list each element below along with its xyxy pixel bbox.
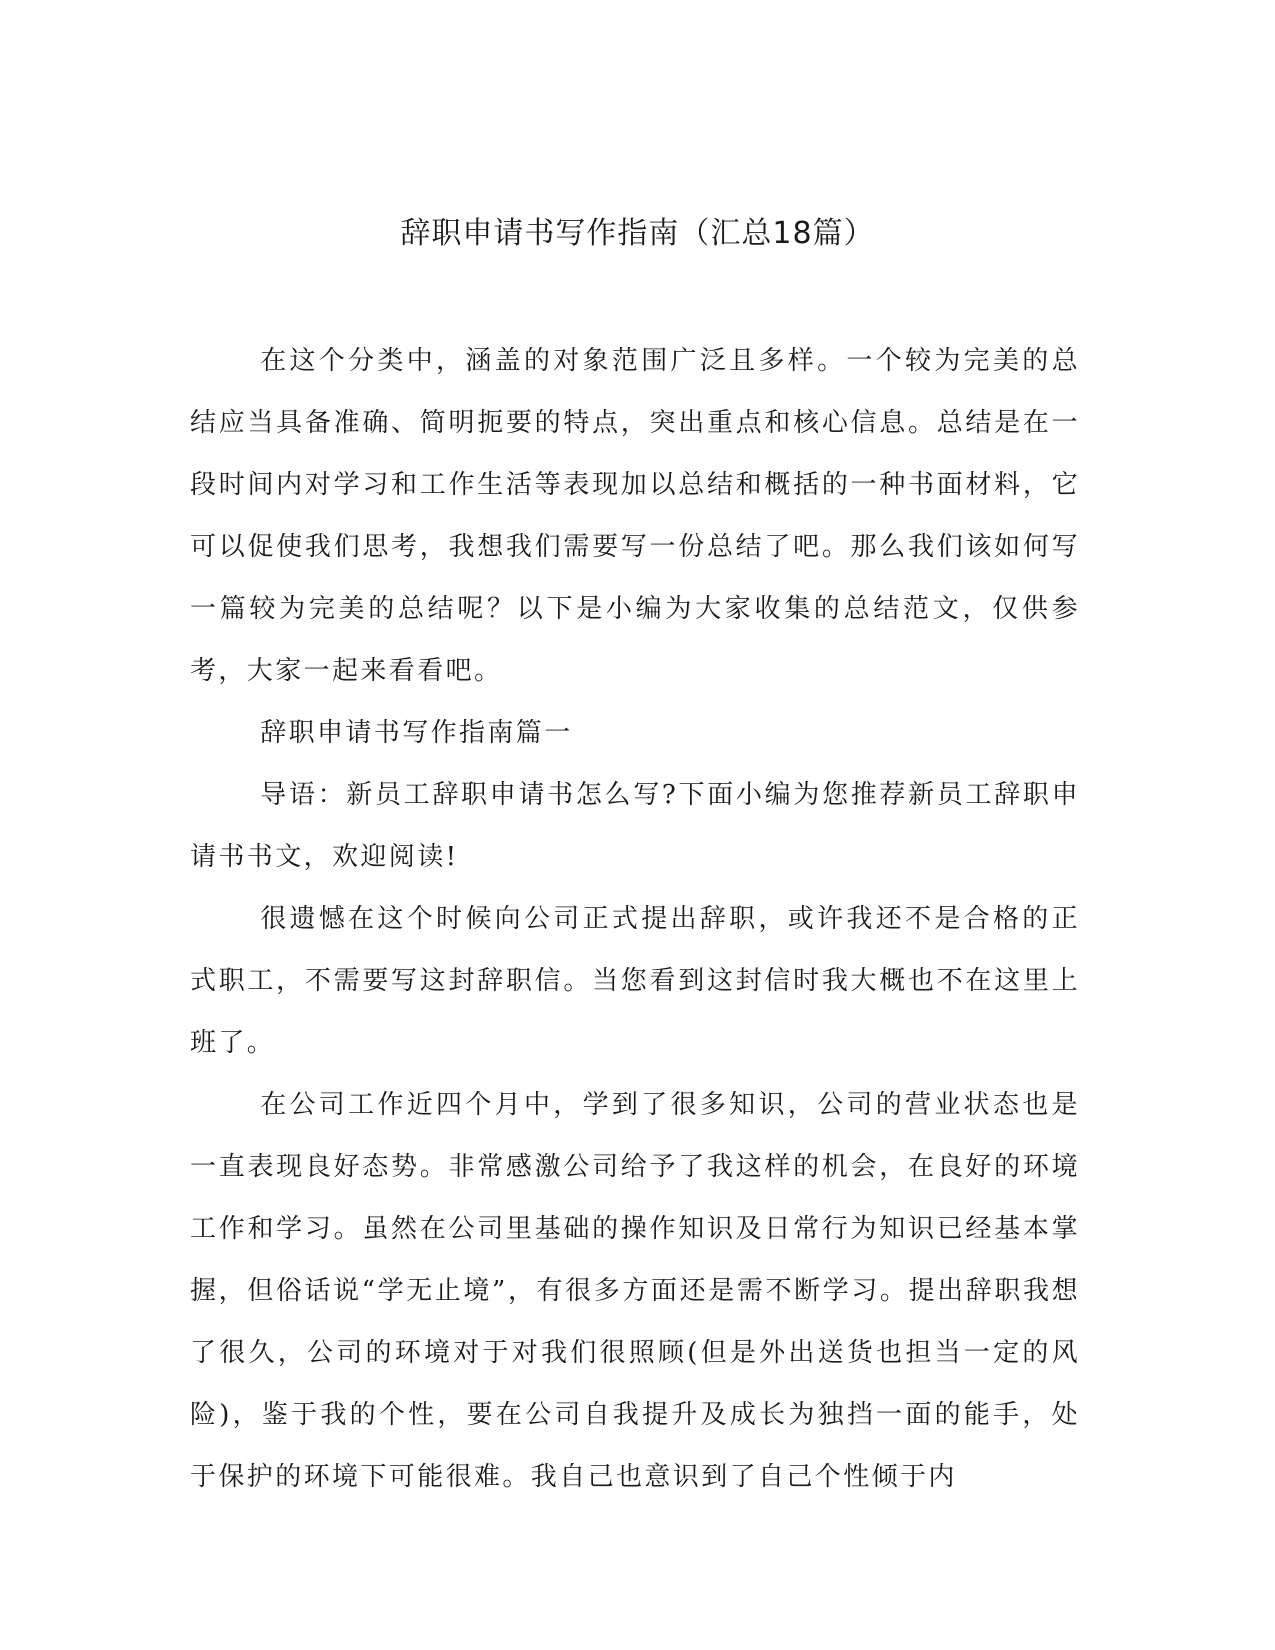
paragraph-experience: 在公司工作近四个月中，学到了很多知识，公司的营业状态也是一直表现良好态势。非常感激公司给予了我这样的机会，在良好的环境工作和学习。虽然在公司里基础的操作知识及日常行为知识已经基本掌握，但俗话说“学无止境”，有很多方面还是需不断学习。提出辞职我想了很久，公司的环境对于对我们很照顾(但是外出送货也担当一定的风险)，鉴于我的个性，要在公司自我提升及成长为独挡一面的能手，处于保护的环境下可能很难。我自己也意识到了自己个性倾于内 [190, 1090, 1080, 1492]
document-body [190, 330, 1080, 1508]
paragraph-regret: 很遗憾在这个时候向公司正式提出辞职，或许我还不是合格的正式职工，不需要写这封辞职信。当您看到这封信时我大概也不在这里上班了。 [190, 904, 1080, 1058]
paragraph-intro: 在这个分类中，涵盖的对象范围广泛且多样。一个较为完美的总结应当具备准确、简明扼要的特点，突出重点和核心信息。总结是在一段时间内对学习和工作生活等表现加以总结和概括的一种书面材料，它可以促使我们思考，我想我们需要写一份总结了吧。那么我们该如何写一篇较为完美的总结呢？以下是小编为大家收集的总结范文，仅供参考，大家一起来看看吧。 [190, 346, 1080, 686]
paragraph-guide: 导语：新员工辞职申请书怎么写?下面小编为您推荐新员工辞职申请书书文，欢迎阅读! [190, 780, 1080, 872]
document-title: 辞职申请书写作指南（汇总18篇） [400, 216, 875, 251]
section-heading: 辞职申请书写作指南篇一 [260, 718, 573, 748]
